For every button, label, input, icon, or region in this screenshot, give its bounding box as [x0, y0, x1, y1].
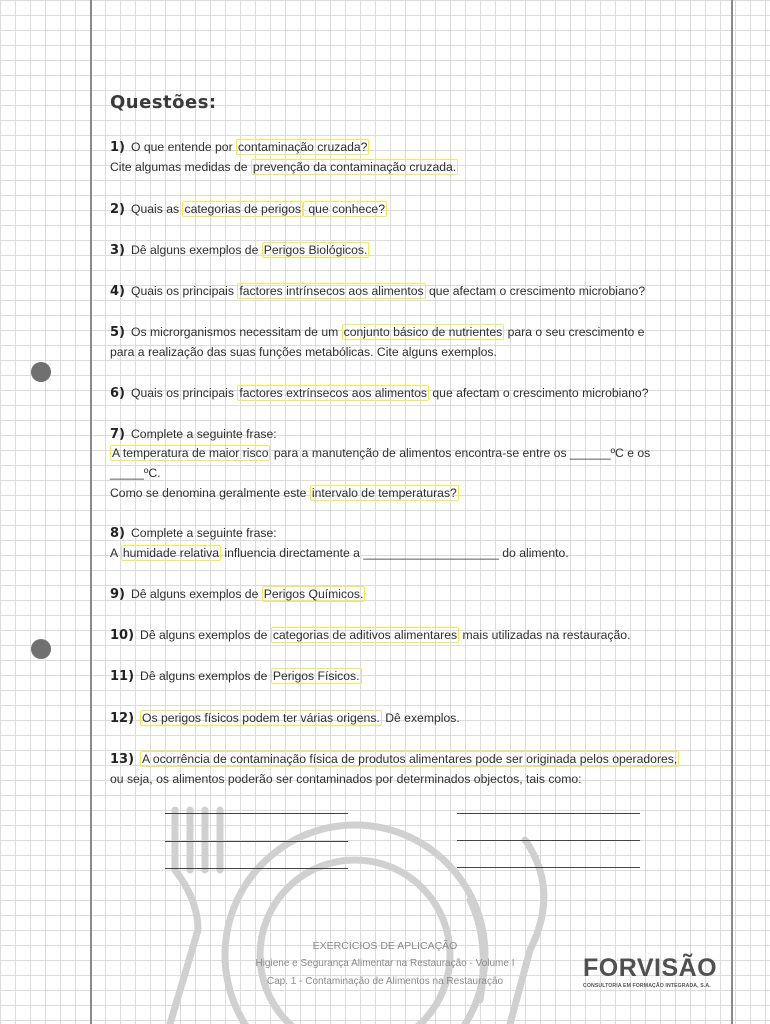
question-text: Dê exemplos. — [381, 711, 460, 725]
question-text: A — [110, 546, 121, 560]
question-text: Como se denomina geralmente este — [110, 486, 310, 500]
question-text: Complete a seguinte frase: — [131, 526, 277, 540]
question-13 — [110, 749, 700, 770]
question-5-line — [110, 342, 700, 362]
footer-subtitle: Higiene e Segurança Alimentar na Restauração - Volume I — [255, 958, 515, 969]
highlighted-term: intervalo de temperaturas? — [311, 486, 457, 500]
question-number: 2) — [110, 202, 125, 217]
question-text: Cite algumas medidas de — [110, 160, 251, 174]
question-8 — [110, 523, 700, 544]
question-number: 9) — [110, 587, 125, 602]
question-number: 5) — [110, 325, 125, 340]
question-text: Os microrganismos necessitam de um — [131, 325, 342, 339]
highlighted-term: contaminação cruzada? — [238, 140, 368, 154]
right-margin-line — [731, 0, 733, 1024]
question-11 — [110, 666, 700, 687]
question-8-line — [110, 543, 700, 563]
highlighted-term: A ocorrência de contaminação física de produtos alimentares pode ser originada pelos operadores, — [142, 752, 678, 766]
question-6 — [110, 383, 700, 404]
question-7-line — [110, 443, 700, 463]
question-text: para a realização das suas funções metabólicas. Cite alguns exemplos. — [110, 345, 497, 359]
question-number: 3) — [110, 243, 125, 258]
answer-line — [457, 867, 640, 868]
question-number: 13) — [110, 752, 135, 767]
question-text: que afectam o crescimento microbiano? — [425, 284, 646, 298]
left-margin-line — [90, 0, 92, 1024]
highlighted-term: Perigos Químicos. — [263, 587, 364, 601]
logo-name: FORVISÃO — [583, 954, 718, 982]
question-text: Dê alguns exemplos de — [131, 243, 262, 257]
highlighted-term: categorias de perigos — [184, 202, 302, 216]
question-number: 1) — [110, 140, 125, 155]
answer-line — [165, 841, 348, 842]
question-4 — [110, 281, 700, 302]
question-text: Quais as — [131, 202, 183, 216]
question-5 — [110, 322, 700, 343]
question-text: influencia directamente a ____________________ do alimento. — [221, 546, 569, 560]
highlighted-term: conjunto básico de nutrientes — [343, 325, 503, 339]
question-text: mais utilizadas na restauração. — [459, 628, 631, 642]
question-1 — [110, 137, 700, 158]
question-number: 12) — [110, 711, 135, 726]
question-1-line — [110, 157, 700, 177]
question-number: 6) — [110, 386, 125, 401]
question-number: 11) — [110, 669, 135, 684]
question-7 — [110, 424, 700, 445]
company-logo — [583, 954, 733, 989]
question-text: que afectam o crescimento microbiano? — [429, 386, 649, 400]
binder-hole-bottom — [31, 639, 51, 659]
highlighted-term: factores extrínsecos aos alimentos — [239, 386, 427, 400]
question-10 — [110, 625, 700, 646]
page-title: Questões: — [110, 92, 217, 113]
question-number: 10) — [110, 628, 135, 643]
question-2 — [110, 199, 700, 220]
question-text: _____ºC. — [110, 466, 161, 480]
question-number: 4) — [110, 284, 125, 299]
highlighted-term: que conhece? — [305, 202, 385, 216]
highlighted-term: humidade relativa — [122, 546, 220, 560]
question-number: 7) — [110, 427, 125, 442]
footer-title: EXERCÍCIOS DE APLICAÇÃO — [312, 940, 458, 952]
question-7-line — [110, 463, 700, 483]
footer-chapter: Cap. 1 - Contaminação de Alimentos na Restauração — [266, 976, 504, 987]
question-7-line — [110, 483, 700, 503]
highlighted-term: prevenção da contaminação cruzada. — [252, 160, 457, 174]
question-text: Quais os principais — [131, 386, 238, 400]
answer-line — [165, 813, 348, 814]
question-text: Dê alguns exemplos de — [140, 669, 271, 683]
question-3 — [110, 240, 700, 261]
question-13-line — [110, 769, 700, 789]
question-9 — [110, 584, 700, 605]
question-text: O que entende por — [131, 140, 237, 154]
question-text: para o seu crescimento e — [504, 325, 645, 339]
highlighted-term: Perigos Biológicos. — [263, 243, 368, 257]
question-12 — [110, 708, 700, 729]
logo-tagline: CONSULTORIA EM FORMAÇÃO INTEGRADA, S.A. — [583, 983, 711, 989]
highlighted-term: factores intrínsecos aos alimentos — [239, 284, 424, 298]
answer-line — [457, 840, 640, 841]
highlighted-term: categorias de aditivos alimentares — [272, 628, 458, 642]
watermark-illustration — [130, 780, 650, 1024]
question-number: 8) — [110, 526, 125, 541]
question-text: Complete a seguinte frase: — [131, 427, 277, 441]
highlighted-term: Perigos Físicos. — [272, 669, 360, 683]
highlighted-term: A temperatura de maior risco — [112, 446, 269, 460]
highlighted-term: Os perigos físicos podem ter várias origens. — [142, 711, 380, 725]
question-text: Dê alguns exemplos de — [140, 628, 271, 642]
binder-hole-top — [31, 362, 51, 382]
question-text: ou seja, os alimentos poderão ser contaminados por determinados objectos, tais como: — [110, 772, 582, 786]
question-text: Dê alguns exemplos de — [131, 587, 262, 601]
question-text: Quais os principais — [131, 284, 238, 298]
answer-line — [165, 868, 348, 869]
answer-line — [457, 813, 640, 814]
question-text: para a manutenção de alimentos encontra-se entre os ______ºC e os — [270, 446, 651, 460]
